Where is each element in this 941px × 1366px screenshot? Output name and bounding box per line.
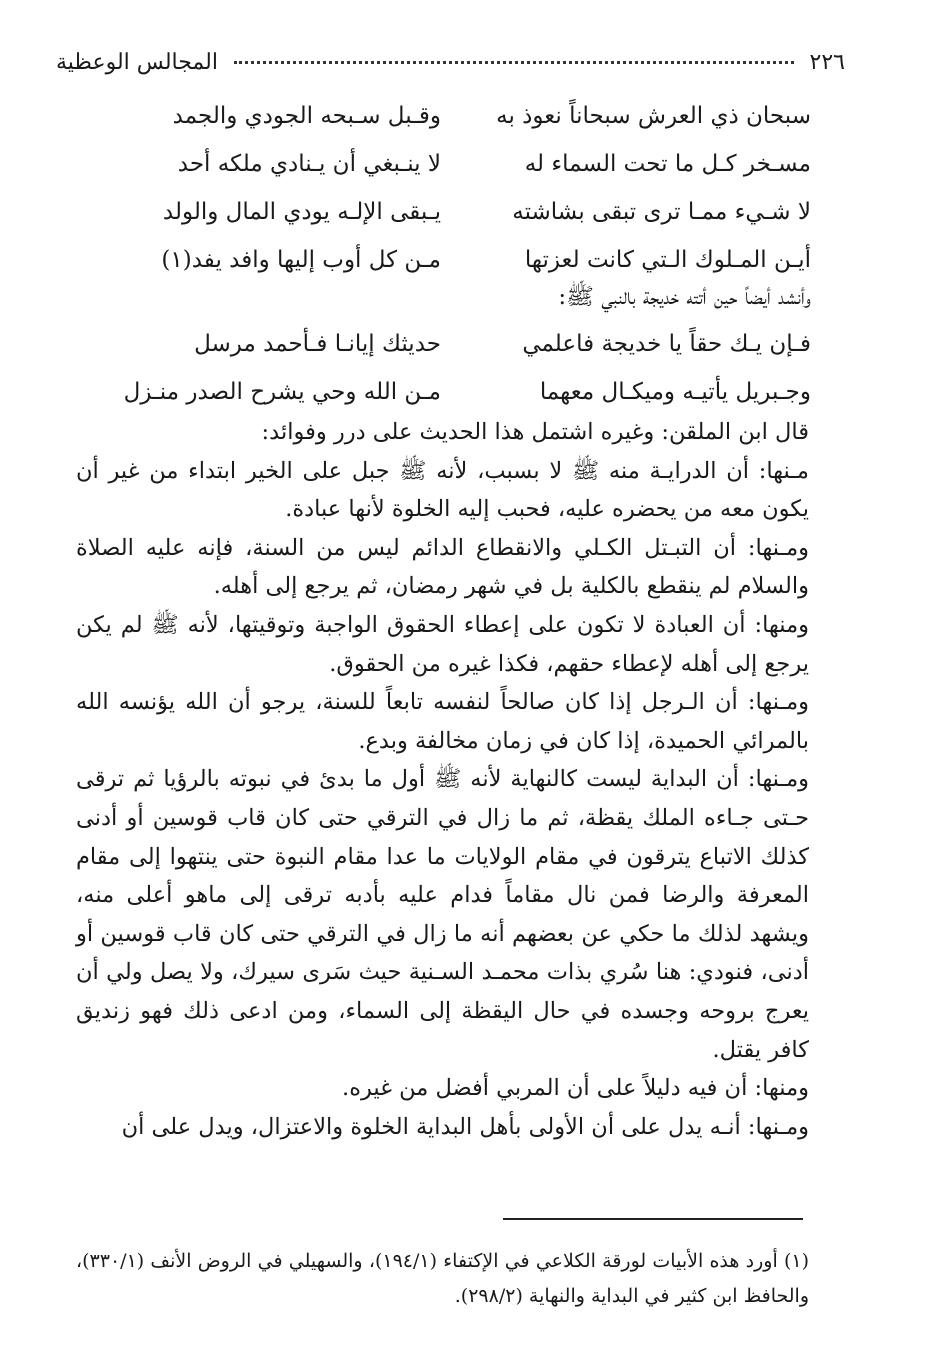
verse-hemistich-first: أيـن المـلوك الـتي كانت لعزتها (524, 247, 811, 273)
verse-hemistich-second: مـن كل أوب إليها وافد يفد(١) (161, 247, 441, 273)
paragraph: ومـنها: أنـه يدل على أن الأولى بأهل البداية الخلوة والاعتزال، ويدل على أن (121, 1113, 809, 1140)
book-title: المجالس الوعظية (56, 49, 218, 75)
header-dotted-leader (234, 61, 794, 64)
running-header (56, 44, 845, 80)
paragraph: ومنها: أن العبادة لا تكون على إعطاء الحقوق الواجبة وتوقيتها، لأنه ﷺ لم يكن يرجع إلى أهله لإعطاء حقهم، فكذا غيره من الحقوق. (76, 611, 809, 677)
body-text (76, 413, 809, 1146)
poem-verses (111, 92, 811, 284)
verse-hemistich-second: يـبقى الإلـه يودي المال والولد (162, 199, 441, 225)
paragraph: ومنها: أن فيه دليلاً على أن المربي أفضل من غيره. (342, 1075, 809, 1102)
verse-line (111, 320, 811, 368)
verse-hemistich-first: سبحان ذي العرش سبحاناً نعوذ به (496, 103, 811, 129)
verse-line (111, 236, 811, 284)
footnote: (١) أورد هذه الأبيات لورقة الكلاعي في الإكتفاء (١٩٤/١)، والسهيلي في الروض الأنف (٣٣٠/١)، والحافظ ابن كثير في البداية والنهاية (٢٩٨/٢). (76, 1250, 809, 1307)
verse-line (111, 368, 811, 416)
paragraph: ومـنها: أن البداية ليست كالنهاية لأنه ﷺ أول ما بدئ في نبوته بالرؤيا ثم ترقى حـتى جـاءه الملك يقظة، ثم ما زال في الترقي حتى كان قاب قوسين أو أدنى كذلك الاتباع يترقون في مقام الولايات ما عدا مقام النبوة حتى ينتهوا إلى مقام المعرفة والرضا فمن نال مقاماً فدام عليه بأدبه ترقى إلى ماهو أعلى منه، ويشهد لذلك ما حكي عن بعضهم أنه ما زال في الترقي حتى كان قاب قوسين أو أدنى، فنودي: هنا سُري بذات محمـد السـنية حيث سَرى سيرك، ولا يصل ولي أن يعرج بروحه وجسده في حال اليقظة إلى السماء، ومن ادعى ذلك فهو زنديق كافر يقتل. (76, 766, 809, 1063)
verse-line (111, 140, 811, 188)
paragraph: مـنها: أن الدرايـة منه ﷺ لا بسبب، لأنه ﷺ جبل على الخير ابتداء من غير أن يكون معه من يحضره عليه، فحبب إليه الخلوة لأنها عبادة. (76, 457, 809, 523)
paragraph: ومـنها: أن الـرجل إذا كان صالحاً لنفسه تابعاً للسنة، يرجو أن الله يؤنسه الله بالمرائي الحميدة، إذا كان في زمان مخالفة وبدع. (76, 689, 809, 754)
verse-hemistich-second: لا ينـبغي أن يـنادي ملكه أحد (177, 151, 441, 177)
paragraph: قال ابن الملقن: وغيره اشتمل هذا الحديث على درر وفوائد: (261, 419, 809, 445)
paragraph: ومـنها: أن التبـتل الكـلي والانقطاع الدائم ليس من السنة، فإنه عليه الصلاة والسلام لم ينقطع بالكلية بل في شهر رمضان، ثم يرجع إلى أهله. (76, 534, 809, 600)
verse-hemistich-first: وجـبريل يأتيـه وميكـال معهما (539, 379, 811, 405)
verse-line (111, 188, 811, 236)
verse-hemistich-second: حديثك إيانـا فـأحمد مرسل (194, 331, 441, 357)
verse-hemistich-first: لا شـيء ممـا ترى تبقى بشاشته (512, 199, 811, 225)
verse-hemistich-first: مسـخر كـل ما تحت السماء له (524, 151, 811, 177)
verse-line (111, 92, 811, 140)
verse-hemistich-second: مـن الله وحي يشرح الصدر منـزل (123, 379, 441, 405)
verse-hemistich-second: وقـبل سـبحه الجودي والجمد (172, 103, 441, 129)
poem-verses-second (111, 320, 811, 416)
verse-intro-line: وأنشد أيضاً حين أتته خديجة بالنبي ﷺ: (558, 284, 811, 310)
verse-hemistich-first: فـإن يـك حقاً يا خديجة فاعلمي (522, 331, 811, 357)
footnote-separator (503, 1218, 803, 1220)
page-number: ٢٢٦ (809, 49, 845, 75)
